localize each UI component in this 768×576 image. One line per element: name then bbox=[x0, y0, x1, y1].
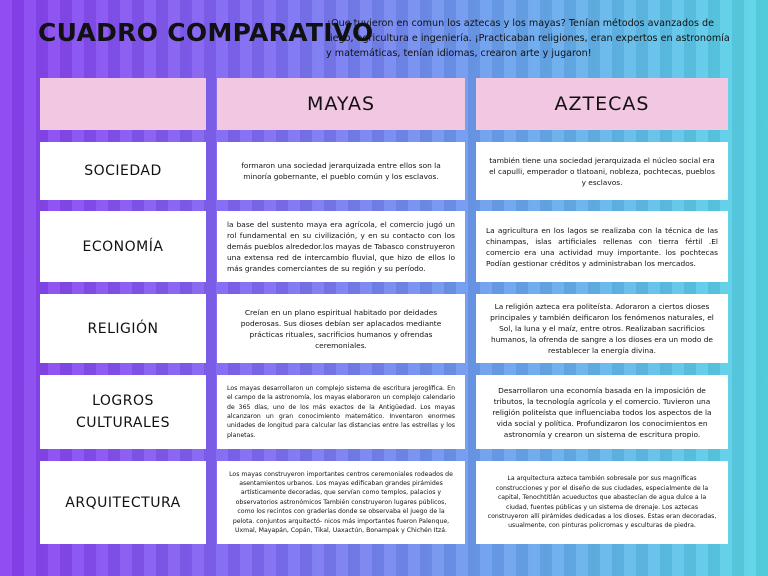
cell-mayas-logros-culturales: Los mayas desarrollaron un complejo sistema de escritura jeroglífica. En el campo de la astronomía, los mayas elaboraron un complejo calendario de 365 días, uno de los más exactos de la Antigüedad. Los mayas alcanzaron un gran conocimiento matemático. Inventaron enormes unidades de longitud para calcular las distancias entre las estrellas y los planetas. bbox=[217, 375, 465, 449]
header-empty-cell bbox=[40, 78, 206, 130]
cell-mayas-religion: Creían en un plano espiritual habitado por deidades poderosas. Sus dioses debían ser aplacados mediante prácticas rituales, sacrificios humanos y ofrendas ceremoniales. bbox=[217, 294, 465, 363]
row-label-logros-culturales: LOGROS CULTURALES bbox=[40, 375, 206, 449]
row-label-religion: RELIGIÓN bbox=[40, 294, 206, 363]
cell-mayas-sociedad: formaron una sociedad jerarquizada entre ellos son la minoría gobernante, el pueblo común y los esclavos. bbox=[217, 142, 465, 200]
page-title: CUADRO COMPARATIVO bbox=[38, 18, 374, 47]
column-header-aztecas: AZTECAS bbox=[476, 78, 728, 130]
cell-aztecas-religion: La religión azteca era politeísta. Adoraron a ciertos dioses principales y también deificaron los fenómenos naturales, el Sol, la luna y el maíz, entre otros. Realizaban sacrificios humanos, la ofrenda de sangre a los dioses era un modo de restablecer la energía divina. bbox=[476, 294, 728, 363]
row-label-economia: ECONOMÍA bbox=[40, 211, 206, 282]
cell-aztecas-sociedad: también tiene una sociedad jerarquizada el núcleo social era el capulli, emperador o tlatoani, nobleza, pochtecas, pueblos y esclavos. bbox=[476, 142, 728, 200]
row-label-arquitectura: ARQUITECTURA bbox=[40, 461, 206, 544]
cell-aztecas-economia: La agricultura en los lagos se realizaba con la técnica de las chinampas, islas artificiales rellenas con tierra fértil .El comercio era una actividad muy importante. los pochtecas Podían gestionar créditos y administraban los mercados. bbox=[476, 211, 728, 282]
intro-text: ¿Que tuvieron en comun los aztecas y los mayas? Tenían métodos avanzados de riego, agricultura e ingeniería. ¡Practicaban religiones, eran expertos en astronomía y matemáticas, tenían idiomas, crearon arte y jugaron! bbox=[326, 18, 730, 59]
cell-mayas-economia: la base del sustento maya era agrícola, el comercio jugó un rol fundamental en su civilización, y en su contacto con los demás pueblos alrededor.los mayas de Tabasco construyeron una extensa red de intercambio fluvial, que hizo de ellos lo más grandes comerciantes de su región y su período. bbox=[217, 211, 465, 282]
cell-mayas-arquitectura: Los mayas construyeron importantes centros ceremoniales rodeados de asentamientos urbanos. Los mayas edificaban grandes pirámides artísticamente decoradas, que servían como templos, palacios y observatorios astronómicos También construyeron lugares públicos, como los recintos con graderías donde se observaba el juego de la pelota. conjuntos arquitectó- nicos más importantes fueron Palenque, Uxmal, Mayapán, Copán, Tikal, Uaxactún, Bonampak y Chichén Itzá. bbox=[217, 461, 465, 544]
column-header-mayas: MAYAS bbox=[217, 78, 465, 130]
row-label-sociedad: SOCIEDAD bbox=[40, 142, 206, 200]
cell-aztecas-arquitectura: La arquitectura azteca también sobresale por sus magníficas construcciones y por el diseño de sus ciudades, especialmente de la capital, Tenochtitlán acueductos que abastecían de agua dulce a la ciudad, fuentes públicas y un sistema de drenaje. Los aztecas construyeron allí pirámides dedicadas a los dioses. Estas eran decoradas, usualmente, con pinturas policromas y esculturas de piedra. bbox=[476, 461, 728, 544]
cell-aztecas-logros-culturales: Desarrollaron una economía basada en la imposición de tributos, la tecnología agrícola y el comercio. Tuvieron una religión politeísta que influenciaba todos los aspectos de la vida social y política. Profundizaron los conocimientos en astronomía y crearon un sistema de escritura propio. bbox=[476, 375, 728, 449]
